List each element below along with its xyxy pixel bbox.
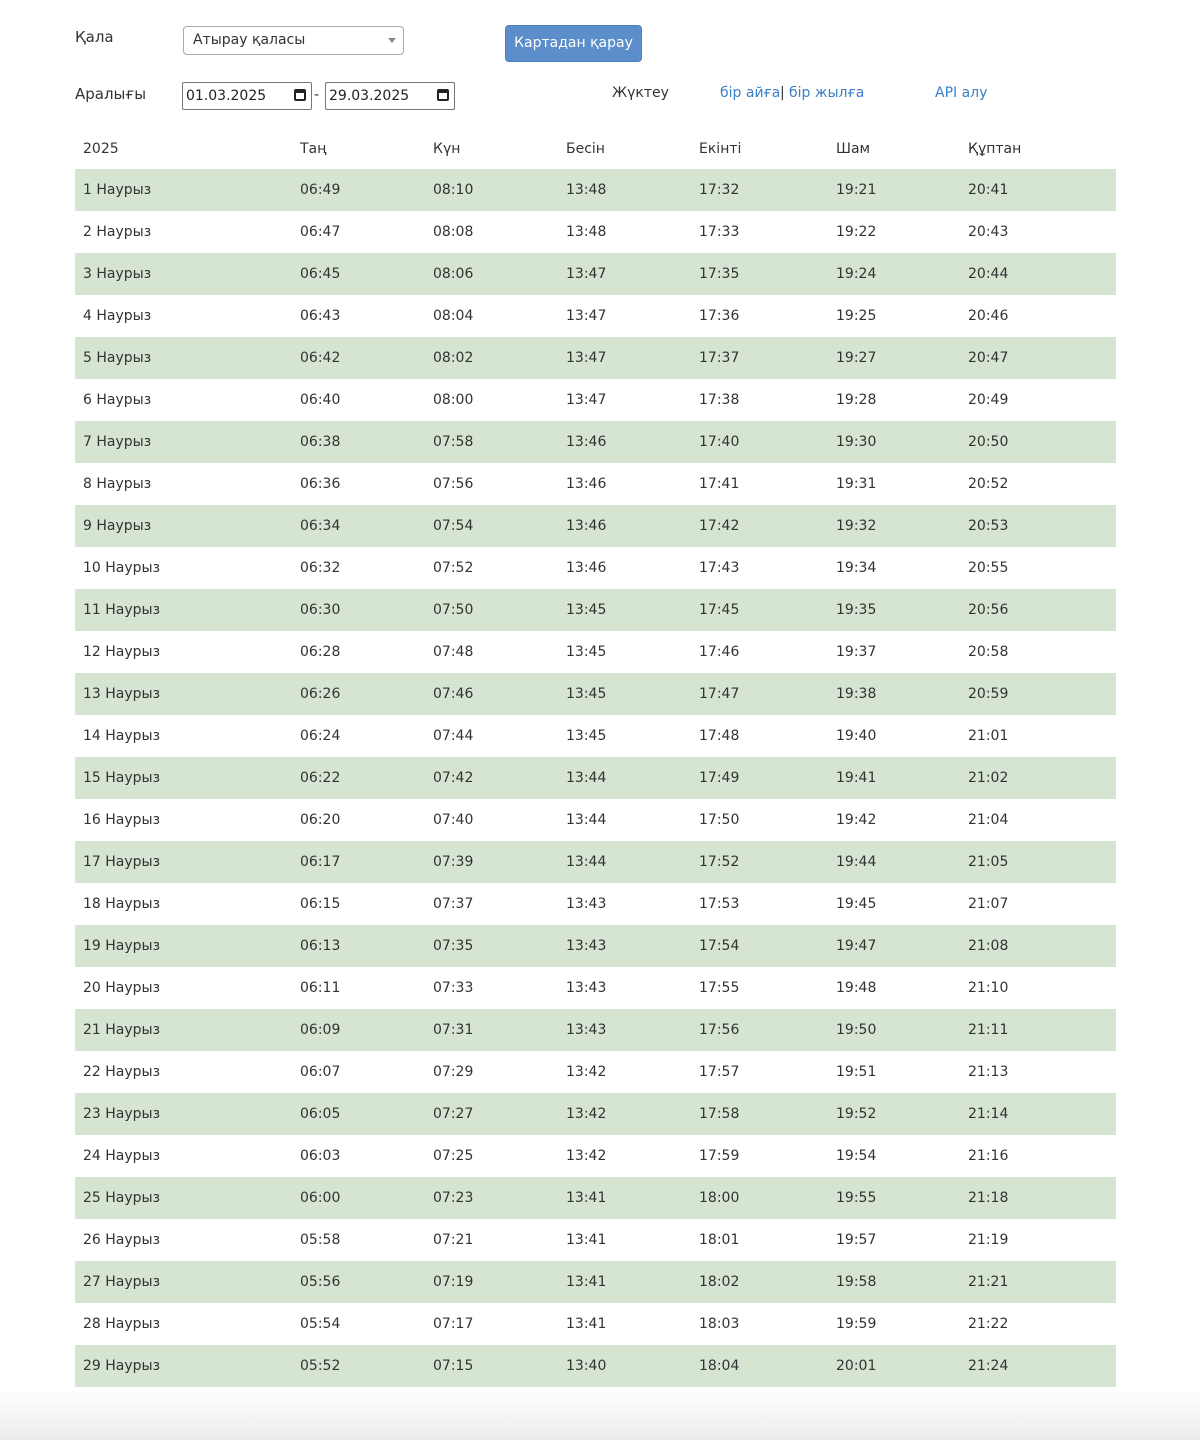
asr-cell: 18:00 xyxy=(691,1177,828,1219)
isha-cell: 21:16 xyxy=(968,1148,1009,1164)
isha-cell: 20:55 xyxy=(968,560,1009,576)
asr-cell: 17:45 xyxy=(691,589,828,631)
date-cell: 1 Наурыз xyxy=(75,169,292,211)
asr-cell: 17:32 xyxy=(691,169,828,211)
date-cell: 23 Наурыз xyxy=(75,1093,292,1135)
date-cell: 18 Наурыз xyxy=(83,896,161,912)
maghrib-cell: 19:21 xyxy=(828,169,960,211)
isha-cell: 21:13 xyxy=(968,1064,1009,1080)
fajr-cell: 06:43 xyxy=(300,308,341,324)
dhuhr-cell: 13:46 xyxy=(566,560,607,576)
fajr-cell: 06:40 xyxy=(300,392,341,408)
isha-cell: 20:56 xyxy=(960,589,1116,631)
prayer-times-table xyxy=(75,128,1116,1387)
sunrise-header: Күн xyxy=(433,140,461,157)
isha-cell: 20:43 xyxy=(968,224,1009,240)
city-select-value: Атырау қаласы xyxy=(193,32,306,48)
sunrise-cell: 07:52 xyxy=(433,560,474,576)
date-cell: 16 Наурыз xyxy=(83,812,161,828)
header-row xyxy=(75,128,1116,169)
isha-cell: 21:04 xyxy=(968,812,1009,828)
dhuhr-cell: 13:45 xyxy=(566,644,607,660)
table-row xyxy=(75,1345,1116,1387)
dhuhr-cell: 13:43 xyxy=(566,896,607,912)
asr-cell: 17:33 xyxy=(699,224,740,240)
dhuhr-cell: 13:44 xyxy=(566,812,607,828)
sunrise-cell: 08:06 xyxy=(425,253,558,295)
sunrise-cell: 07:31 xyxy=(425,1009,558,1051)
maghrib-cell: 19:48 xyxy=(836,980,877,996)
table-row xyxy=(75,589,1116,631)
isha-cell: 21:10 xyxy=(968,980,1009,996)
asr-cell: 17:48 xyxy=(699,728,740,744)
sunrise-cell: 07:25 xyxy=(433,1148,474,1164)
isha-cell: 20:44 xyxy=(960,253,1116,295)
asr-cell: 17:52 xyxy=(691,841,828,883)
dhuhr-cell: 13:45 xyxy=(558,673,691,715)
asr-cell: 17:42 xyxy=(691,505,828,547)
asr-cell: 18:02 xyxy=(691,1261,828,1303)
maghrib-cell: 19:57 xyxy=(836,1232,877,1248)
asr-cell: 17:58 xyxy=(691,1093,828,1135)
fajr-cell: 06:22 xyxy=(292,757,425,799)
dhuhr-cell: 13:42 xyxy=(558,1093,691,1135)
date-from-value: 01.03.2025 xyxy=(186,88,267,104)
isha-cell: 21:24 xyxy=(960,1345,1116,1387)
maghrib-cell: 19:37 xyxy=(836,644,877,660)
fajr-cell: 06:38 xyxy=(292,421,425,463)
table-row xyxy=(75,211,1116,253)
fajr-cell: 06:20 xyxy=(300,812,341,828)
sunrise-cell: 08:10 xyxy=(425,169,558,211)
isha-cell: 21:18 xyxy=(960,1177,1116,1219)
fajr-cell: 06:00 xyxy=(292,1177,425,1219)
date-header: 2025 xyxy=(83,140,119,157)
maghrib-cell: 19:22 xyxy=(836,224,877,240)
maghrib-cell: 19:51 xyxy=(836,1064,877,1080)
isha-cell: 21:05 xyxy=(960,841,1116,883)
sunrise-cell: 07:35 xyxy=(425,925,558,967)
fajr-cell: 06:34 xyxy=(292,505,425,547)
sunrise-cell: 08:00 xyxy=(433,392,474,408)
table-row xyxy=(75,631,1116,673)
isha-cell: 20:59 xyxy=(960,673,1116,715)
sunrise-cell: 07:39 xyxy=(425,841,558,883)
dhuhr-cell: 13:48 xyxy=(558,169,691,211)
table-row xyxy=(75,883,1116,925)
isha-cell: 21:07 xyxy=(968,896,1009,912)
sunrise-cell: 08:04 xyxy=(433,308,474,324)
date-cell: 15 Наурыз xyxy=(75,757,292,799)
dhuhr-cell: 13:41 xyxy=(566,1316,607,1332)
download-year-link[interactable]: бір жылға xyxy=(789,85,865,101)
asr-cell: 17:56 xyxy=(691,1009,828,1051)
date-cell: 7 Наурыз xyxy=(75,421,292,463)
sunrise-cell: 07:44 xyxy=(433,728,474,744)
asr-cell: 17:38 xyxy=(699,392,740,408)
asr-cell: 17:47 xyxy=(691,673,828,715)
dhuhr-cell: 13:47 xyxy=(566,392,607,408)
city-select[interactable] xyxy=(183,26,404,55)
isha-cell: 21:22 xyxy=(968,1316,1009,1332)
fajr-cell: 06:17 xyxy=(292,841,425,883)
dropdown-arrow-icon xyxy=(388,38,396,43)
sunrise-cell: 07:48 xyxy=(433,644,474,660)
sunrise-cell: 07:23 xyxy=(425,1177,558,1219)
date-cell: 22 Наурыз xyxy=(83,1064,161,1080)
maghrib-cell: 19:31 xyxy=(836,476,877,492)
table-row xyxy=(75,967,1116,1009)
fajr-cell: 06:28 xyxy=(300,644,341,660)
isha-cell: 21:11 xyxy=(960,1009,1116,1051)
dhuhr-cell: 13:42 xyxy=(566,1148,607,1164)
isha-header: Құптан xyxy=(968,140,1022,157)
table-row xyxy=(75,1009,1116,1051)
table-row xyxy=(75,421,1116,463)
maghrib-cell: 19:35 xyxy=(828,589,960,631)
table-row xyxy=(75,379,1116,421)
fajr-cell: 06:45 xyxy=(292,253,425,295)
maghrib-cell: 19:45 xyxy=(836,896,877,912)
fajr-cell: 06:32 xyxy=(300,560,341,576)
maghrib-cell: 19:54 xyxy=(836,1148,877,1164)
date-cell: 26 Наурыз xyxy=(83,1232,161,1248)
asr-cell: 18:03 xyxy=(699,1316,740,1332)
fajr-cell: 06:05 xyxy=(292,1093,425,1135)
maghrib-cell: 19:40 xyxy=(836,728,877,744)
table-header xyxy=(75,128,1116,169)
date-cell: 9 Наурыз xyxy=(75,505,292,547)
asr-cell: 17:49 xyxy=(691,757,828,799)
isha-cell: 21:14 xyxy=(960,1093,1116,1135)
asr-cell: 17:36 xyxy=(699,308,740,324)
download-month-link[interactable]: бір айға xyxy=(720,85,781,101)
date-cell: 29 Наурыз xyxy=(75,1345,292,1387)
bottom-fade xyxy=(0,1388,1200,1440)
maghrib-cell: 19:44 xyxy=(828,841,960,883)
table-row xyxy=(75,1093,1116,1135)
fajr-header: Таң xyxy=(300,140,327,157)
asr-cell: 17:53 xyxy=(699,896,740,912)
maghrib-cell: 19:25 xyxy=(836,308,877,324)
sunrise-cell: 07:58 xyxy=(425,421,558,463)
table-row xyxy=(75,1135,1116,1177)
isha-cell: 20:46 xyxy=(968,308,1009,324)
dhuhr-cell: 13:40 xyxy=(558,1345,691,1387)
isha-cell: 21:19 xyxy=(968,1232,1009,1248)
dhuhr-cell: 13:42 xyxy=(566,1064,607,1080)
fajr-cell: 06:13 xyxy=(292,925,425,967)
range-label: Аралығы xyxy=(75,85,147,103)
dhuhr-cell: 13:41 xyxy=(566,1232,607,1248)
table-row xyxy=(75,841,1116,883)
date-cell: 5 Наурыз xyxy=(75,337,292,379)
date-cell: 27 Наурыз xyxy=(75,1261,292,1303)
fajr-cell: 06:49 xyxy=(292,169,425,211)
isha-cell: 21:02 xyxy=(960,757,1116,799)
isha-cell: 20:52 xyxy=(968,476,1009,492)
maghrib-cell: 19:52 xyxy=(828,1093,960,1135)
table-row xyxy=(75,1261,1116,1303)
sunrise-cell: 07:54 xyxy=(425,505,558,547)
table-row xyxy=(75,547,1116,589)
asr-cell: 17:50 xyxy=(699,812,740,828)
dhuhr-cell: 13:45 xyxy=(566,728,607,744)
fajr-cell: 06:15 xyxy=(300,896,341,912)
table-row xyxy=(75,463,1116,505)
maghrib-cell: 19:42 xyxy=(836,812,877,828)
isha-cell: 21:01 xyxy=(968,728,1009,744)
view-map-button[interactable]: Картадан қарау xyxy=(505,25,642,62)
table-row xyxy=(75,169,1116,211)
calendar-icon[interactable] xyxy=(437,89,449,101)
fajr-cell: 05:56 xyxy=(292,1261,425,1303)
isha-cell: 20:50 xyxy=(960,421,1116,463)
asr-cell: 18:04 xyxy=(691,1345,828,1387)
fajr-cell: 06:36 xyxy=(300,476,341,492)
maghrib-header: Шам xyxy=(836,140,871,157)
sunrise-cell: 07:19 xyxy=(425,1261,558,1303)
dhuhr-cell: 13:44 xyxy=(558,841,691,883)
date-cell: 17 Наурыз xyxy=(75,841,292,883)
calendar-icon[interactable] xyxy=(294,89,306,101)
date-cell: 2 Наурыз xyxy=(83,224,152,240)
dhuhr-cell: 13:47 xyxy=(558,337,691,379)
dhuhr-cell: 13:47 xyxy=(566,308,607,324)
sunrise-cell: 07:42 xyxy=(425,757,558,799)
sunrise-cell: 07:21 xyxy=(433,1232,474,1248)
fajr-cell: 05:52 xyxy=(292,1345,425,1387)
isha-cell: 21:08 xyxy=(960,925,1116,967)
isha-cell: 20:47 xyxy=(960,337,1116,379)
link-separator: | xyxy=(780,85,785,101)
sunrise-cell: 07:29 xyxy=(433,1064,474,1080)
date-to-input[interactable] xyxy=(325,82,455,110)
date-cell: 3 Наурыз xyxy=(75,253,292,295)
maghrib-cell: 19:30 xyxy=(828,421,960,463)
date-to-value: 29.03.2025 xyxy=(329,88,410,104)
dhuhr-header: Бесін xyxy=(566,140,605,157)
date-cell: 28 Наурыз xyxy=(83,1316,161,1332)
table-row xyxy=(75,253,1116,295)
sunrise-cell: 08:08 xyxy=(433,224,474,240)
asr-cell: 17:59 xyxy=(699,1148,740,1164)
table-row xyxy=(75,1051,1116,1093)
asr-cell: 17:40 xyxy=(691,421,828,463)
maghrib-cell: 19:59 xyxy=(836,1316,877,1332)
dhuhr-cell: 13:46 xyxy=(558,505,691,547)
sunrise-cell: 07:27 xyxy=(425,1093,558,1135)
asr-cell: 17:46 xyxy=(699,644,740,660)
asr-cell: 18:01 xyxy=(699,1232,740,1248)
asr-header: Екінті xyxy=(699,140,742,157)
table-row xyxy=(75,1303,1116,1345)
maghrib-cell: 19:41 xyxy=(828,757,960,799)
asr-cell: 17:35 xyxy=(691,253,828,295)
maghrib-cell: 19:24 xyxy=(828,253,960,295)
download-label: Жүктеу xyxy=(612,85,669,101)
maghrib-cell: 20:01 xyxy=(828,1345,960,1387)
isha-cell: 20:41 xyxy=(960,169,1116,211)
maghrib-cell: 19:58 xyxy=(828,1261,960,1303)
dhuhr-cell: 13:43 xyxy=(558,1009,691,1051)
date-cell: 20 Наурыз xyxy=(83,980,161,996)
dhuhr-cell: 13:41 xyxy=(558,1177,691,1219)
date-cell: 19 Наурыз xyxy=(75,925,292,967)
fajr-cell: 06:07 xyxy=(300,1064,341,1080)
table-row xyxy=(75,295,1116,337)
table-body xyxy=(75,169,1116,1387)
maghrib-cell: 19:50 xyxy=(828,1009,960,1051)
asr-cell: 17:43 xyxy=(699,560,740,576)
sunrise-cell: 07:15 xyxy=(425,1345,558,1387)
table-row xyxy=(75,337,1116,379)
asr-cell: 17:54 xyxy=(691,925,828,967)
table-row xyxy=(75,673,1116,715)
isha-cell: 20:49 xyxy=(968,392,1009,408)
maghrib-cell: 19:34 xyxy=(836,560,877,576)
sunrise-cell: 07:37 xyxy=(433,896,474,912)
sunrise-cell: 08:02 xyxy=(425,337,558,379)
sunrise-cell: 07:50 xyxy=(425,589,558,631)
table-row xyxy=(75,1219,1116,1261)
dhuhr-cell: 13:44 xyxy=(558,757,691,799)
table-row xyxy=(75,1177,1116,1219)
fajr-cell: 06:03 xyxy=(300,1148,341,1164)
dhuhr-cell: 13:46 xyxy=(566,476,607,492)
dhuhr-cell: 13:43 xyxy=(558,925,691,967)
fajr-cell: 06:09 xyxy=(292,1009,425,1051)
date-cell: 24 Наурыз xyxy=(83,1148,161,1164)
date-cell: 11 Наурыз xyxy=(75,589,292,631)
table-row xyxy=(75,925,1116,967)
maghrib-cell: 19:47 xyxy=(828,925,960,967)
dhuhr-cell: 13:43 xyxy=(566,980,607,996)
date-cell: 21 Наурыз xyxy=(75,1009,292,1051)
date-cell: 12 Наурыз xyxy=(83,644,161,660)
dhuhr-cell: 13:47 xyxy=(558,253,691,295)
table-row xyxy=(75,799,1116,841)
date-cell: 25 Наурыз xyxy=(75,1177,292,1219)
asr-cell: 17:57 xyxy=(699,1064,740,1080)
maghrib-cell: 19:28 xyxy=(836,392,877,408)
asr-cell: 17:41 xyxy=(699,476,740,492)
date-cell: 14 Наурыз xyxy=(83,728,161,744)
asr-cell: 17:37 xyxy=(691,337,828,379)
table-row xyxy=(75,757,1116,799)
sunrise-cell: 07:56 xyxy=(433,476,474,492)
maghrib-cell: 19:27 xyxy=(828,337,960,379)
city-label: Қала xyxy=(75,28,114,46)
fajr-cell: 06:47 xyxy=(300,224,341,240)
date-cell: 4 Наурыз xyxy=(83,308,152,324)
date-cell: 8 Наурыз xyxy=(83,476,152,492)
dhuhr-cell: 13:45 xyxy=(558,589,691,631)
dhuhr-cell: 13:41 xyxy=(558,1261,691,1303)
table-row xyxy=(75,505,1116,547)
isha-cell: 20:53 xyxy=(960,505,1116,547)
fajr-cell: 06:11 xyxy=(300,980,341,996)
fajr-cell: 06:26 xyxy=(292,673,425,715)
fajr-cell: 06:24 xyxy=(300,728,341,744)
sunrise-cell: 07:40 xyxy=(433,812,474,828)
maghrib-cell: 19:38 xyxy=(828,673,960,715)
isha-cell: 21:21 xyxy=(960,1261,1116,1303)
fajr-cell: 06:30 xyxy=(292,589,425,631)
date-cell: 6 Наурыз xyxy=(83,392,152,408)
maghrib-cell: 19:55 xyxy=(828,1177,960,1219)
api-link[interactable]: API алу xyxy=(935,85,988,101)
maghrib-cell: 19:32 xyxy=(828,505,960,547)
fajr-cell: 06:42 xyxy=(292,337,425,379)
date-from-input[interactable] xyxy=(182,82,312,110)
dhuhr-cell: 13:48 xyxy=(566,224,607,240)
dhuhr-cell: 13:46 xyxy=(558,421,691,463)
asr-cell: 17:55 xyxy=(699,980,740,996)
fajr-cell: 05:58 xyxy=(300,1232,341,1248)
isha-cell: 20:58 xyxy=(968,644,1009,660)
sunrise-cell: 07:33 xyxy=(433,980,474,996)
date-cell: 13 Наурыз xyxy=(75,673,292,715)
range-separator: - xyxy=(314,87,320,103)
date-cell: 10 Наурыз xyxy=(83,560,161,576)
sunrise-cell: 07:17 xyxy=(433,1316,474,1332)
sunrise-cell: 07:46 xyxy=(425,673,558,715)
fajr-cell: 05:54 xyxy=(300,1316,341,1332)
table-row xyxy=(75,715,1116,757)
